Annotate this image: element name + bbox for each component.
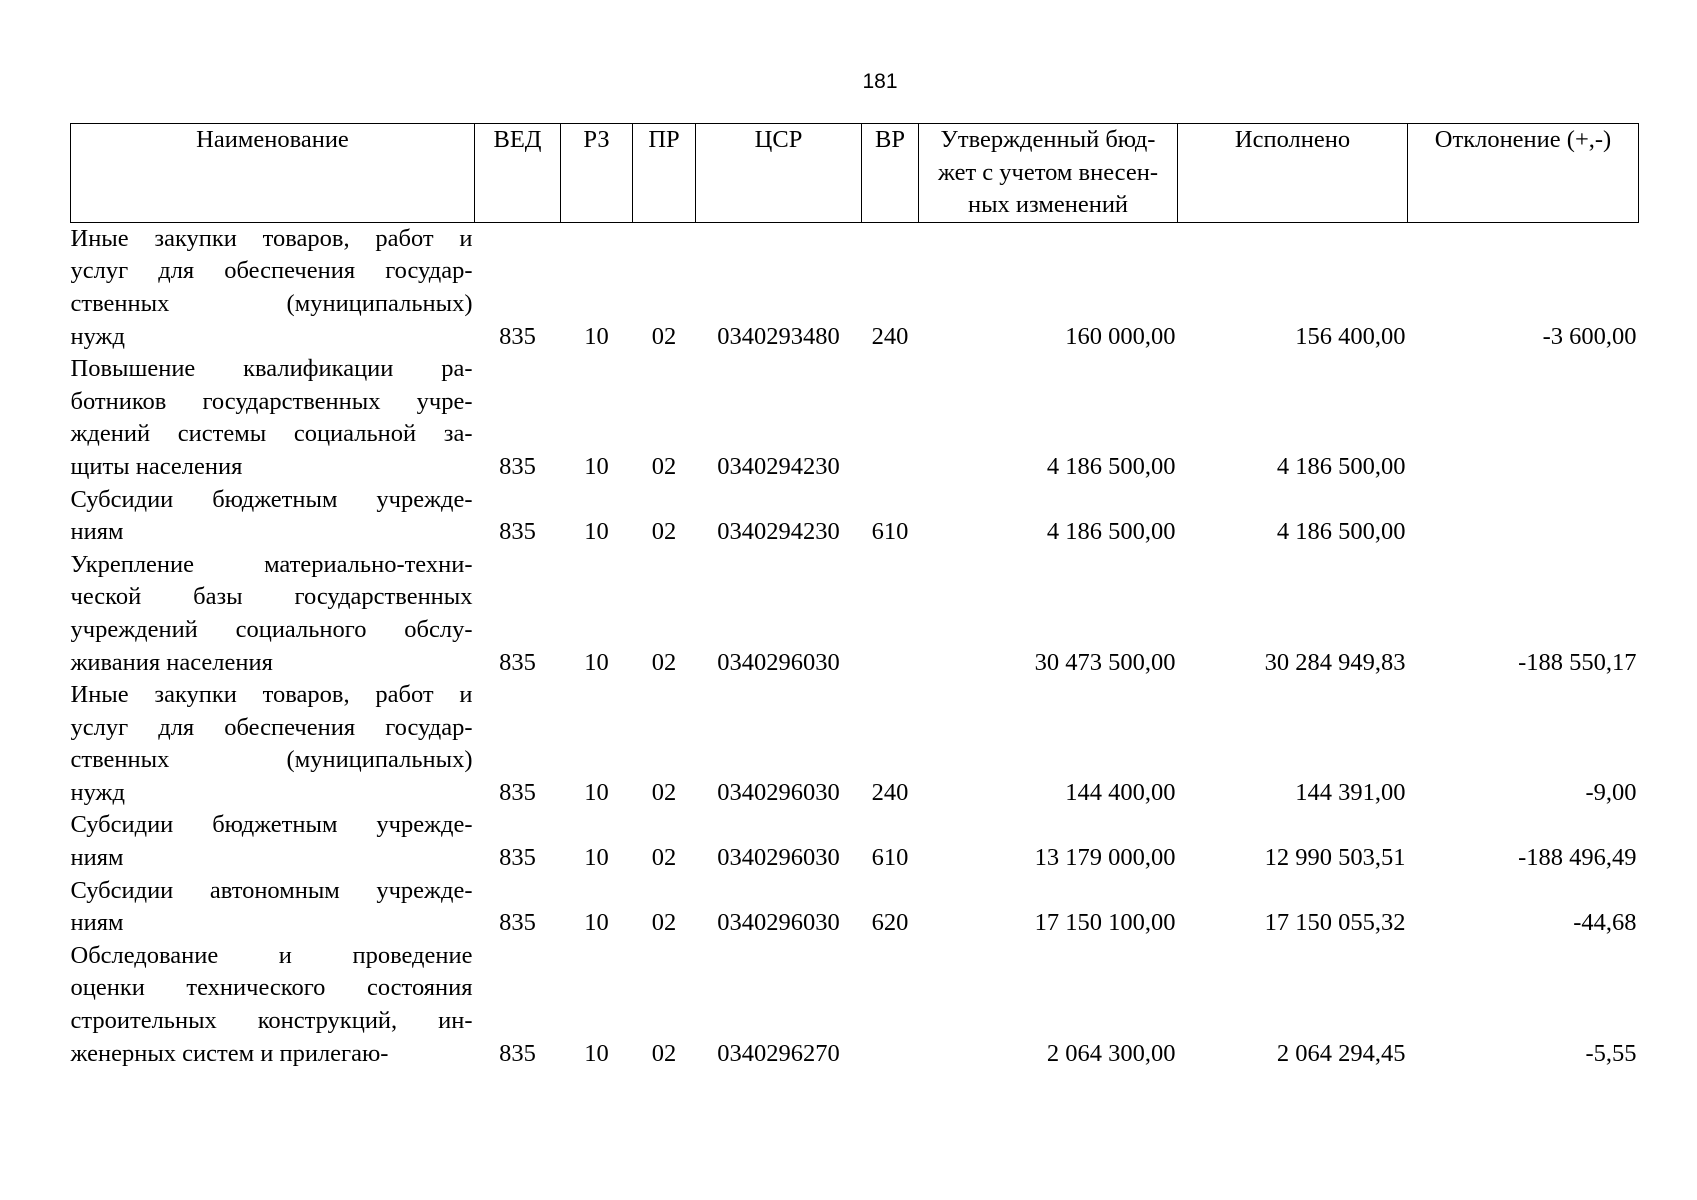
- row-pr: 02: [651, 452, 677, 480]
- row-name-line: женерных систем и прилегаю-: [70, 1039, 389, 1067]
- row-name-line: Иные закупки товаров, работ и: [70, 681, 473, 709]
- row-name-line: ждений системы социальной за-: [70, 420, 473, 448]
- row-name-line: Укрепление материально-техни-: [70, 550, 473, 578]
- row-approved-budget: 17 150 100,00: [1034, 909, 1176, 937]
- row-name-line: строительных конструкций, ин-: [70, 1007, 473, 1035]
- row-executed: 17 150 055,32: [1264, 909, 1406, 937]
- row-ved: 835: [499, 648, 536, 676]
- row-csr: 0340296270: [717, 1039, 840, 1067]
- row-name: [71, 809, 475, 874]
- header-csr: ЦСР: [696, 124, 862, 223]
- table-row: [71, 940, 1639, 1070]
- row-vr: 620: [871, 909, 909, 937]
- row-csr: 0340296030: [717, 778, 840, 806]
- row-csr: 0340293480: [717, 322, 840, 350]
- row-pr: 02: [651, 909, 677, 937]
- row-name-line: ботников государственных учре-: [70, 387, 473, 415]
- row-executed: 12 990 503,51: [1264, 844, 1406, 872]
- row-name-line: учреждений социального обслу-: [70, 615, 473, 643]
- row-deviation: -188 550,17: [1518, 648, 1637, 676]
- row-name-line: ческой базы государственных: [70, 583, 473, 611]
- row-name-line: ственных (муниципальных): [70, 289, 473, 317]
- row-name-line: ниям: [70, 909, 124, 937]
- row-executed: 4 186 500,00: [1276, 452, 1406, 480]
- row-name-line: Субсидии бюджетным учрежде-: [70, 811, 473, 839]
- row-vr: 240: [871, 778, 909, 806]
- row-name-line: оценки технического состояния: [70, 974, 473, 1002]
- row-name: [71, 353, 475, 483]
- row-executed: 2 064 294,45: [1276, 1039, 1406, 1067]
- row-approved-budget: 4 186 500,00: [1046, 518, 1176, 546]
- row-csr: 0340294230: [717, 518, 840, 546]
- table-row: [71, 484, 1639, 549]
- row-approved-budget: 13 179 000,00: [1034, 844, 1176, 872]
- row-pr: 02: [651, 322, 677, 350]
- budget-table: [70, 123, 1639, 1070]
- row-vr: [862, 549, 919, 679]
- row-rz: 10: [584, 778, 609, 806]
- row-deviation: -188 496,49: [1518, 844, 1637, 872]
- row-name: [71, 679, 475, 809]
- row-ved: 835: [499, 844, 536, 872]
- header-name: Наименование: [71, 124, 475, 223]
- header-approved-budget: [919, 124, 1178, 223]
- table-header: [71, 124, 1639, 223]
- header-ved: ВЕД: [475, 124, 561, 223]
- table-row: [71, 222, 1639, 353]
- row-ved: 835: [499, 1039, 536, 1067]
- row-name-line: ниям: [70, 518, 124, 546]
- row-approved-budget: 144 400,00: [1065, 778, 1176, 806]
- row-ved: 835: [499, 322, 536, 350]
- header-vr: ВР: [862, 124, 919, 223]
- row-vr: 240: [871, 322, 909, 350]
- row-name-line: нужд: [70, 322, 125, 350]
- row-deviation: [1408, 484, 1639, 549]
- row-vr: 610: [871, 518, 909, 546]
- row-name-line: Субсидии бюджетным учрежде-: [70, 485, 473, 513]
- row-vr: 610: [871, 844, 909, 872]
- row-name-line: Повышение квалификации ра-: [70, 355, 473, 383]
- header-rz: РЗ: [561, 124, 633, 223]
- row-name-line: Субсидии автономным учрежде-: [70, 876, 473, 904]
- row-rz: 10: [584, 1039, 609, 1067]
- row-deviation: -5,55: [1585, 1039, 1637, 1067]
- row-csr: 0340296030: [717, 844, 840, 872]
- row-executed: 144 391,00: [1295, 778, 1406, 806]
- row-approved-budget: 160 000,00: [1065, 322, 1176, 350]
- row-approved-budget: 4 186 500,00: [1046, 452, 1176, 480]
- row-name: [71, 940, 475, 1070]
- row-rz: 10: [584, 452, 609, 480]
- row-executed: 4 186 500,00: [1276, 518, 1406, 546]
- table-row: [71, 679, 1639, 809]
- row-deviation: [1408, 353, 1639, 483]
- row-ved: 835: [499, 452, 536, 480]
- row-name-line: услуг для обеспечения государ-: [70, 257, 473, 285]
- row-csr: 0340296030: [717, 648, 840, 676]
- row-name-line: Обследование и проведение: [70, 941, 473, 969]
- row-name: [71, 549, 475, 679]
- header-approved-line-3: ных изменений: [967, 191, 1129, 219]
- row-approved-budget: 2 064 300,00: [1046, 1039, 1176, 1067]
- row-csr: 0340296030: [717, 909, 840, 937]
- row-name-line: услуг для обеспечения государ-: [70, 713, 473, 741]
- page-number: 181: [862, 70, 898, 93]
- row-executed: 30 284 949,83: [1264, 648, 1406, 676]
- header-approved-line-2: жет с учетом внесен-: [937, 158, 1159, 186]
- row-name: [71, 875, 475, 940]
- row-name-line: щиты населения: [70, 452, 243, 480]
- row-pr: 02: [651, 1039, 677, 1067]
- row-name-line: ниям: [70, 844, 124, 872]
- row-ved: 835: [499, 909, 536, 937]
- row-rz: 10: [584, 518, 609, 546]
- row-vr: [862, 940, 919, 1070]
- row-rz: 10: [584, 648, 609, 676]
- table-row: [71, 549, 1639, 679]
- row-pr: 02: [651, 778, 677, 806]
- row-rz: 10: [584, 322, 609, 350]
- row-pr: 02: [651, 844, 677, 872]
- table-body: [71, 222, 1639, 1070]
- row-rz: 10: [584, 844, 609, 872]
- row-name-line: ственных (муниципальных): [70, 746, 473, 774]
- table-row: [71, 353, 1639, 483]
- row-name-line: нужд: [70, 778, 125, 806]
- row-approved-budget: 30 473 500,00: [1034, 648, 1176, 676]
- row-pr: 02: [651, 648, 677, 676]
- row-name: [71, 484, 475, 549]
- row-vr: [862, 353, 919, 483]
- row-csr: 0340294230: [717, 452, 840, 480]
- header-deviation: Отклонение (+,-): [1408, 124, 1639, 223]
- row-name-line: Иные закупки товаров, работ и: [70, 224, 473, 252]
- row-ved: 835: [499, 518, 536, 546]
- header-pr: ПР: [633, 124, 696, 223]
- row-deviation: -44,68: [1573, 909, 1637, 937]
- table-row: [71, 875, 1639, 940]
- row-deviation: -9,00: [1585, 778, 1637, 806]
- row-name: [71, 222, 475, 353]
- row-deviation: -3 600,00: [1542, 322, 1637, 350]
- table-row: [71, 809, 1639, 874]
- header-executed: Исполнено: [1178, 124, 1408, 223]
- row-rz: 10: [584, 909, 609, 937]
- row-executed: 156 400,00: [1295, 322, 1406, 350]
- row-pr: 02: [651, 518, 677, 546]
- row-ved: 835: [499, 778, 536, 806]
- header-approved-line-1: Утвержденный бюд-: [940, 126, 1156, 153]
- row-name-line: живания населения: [70, 648, 273, 676]
